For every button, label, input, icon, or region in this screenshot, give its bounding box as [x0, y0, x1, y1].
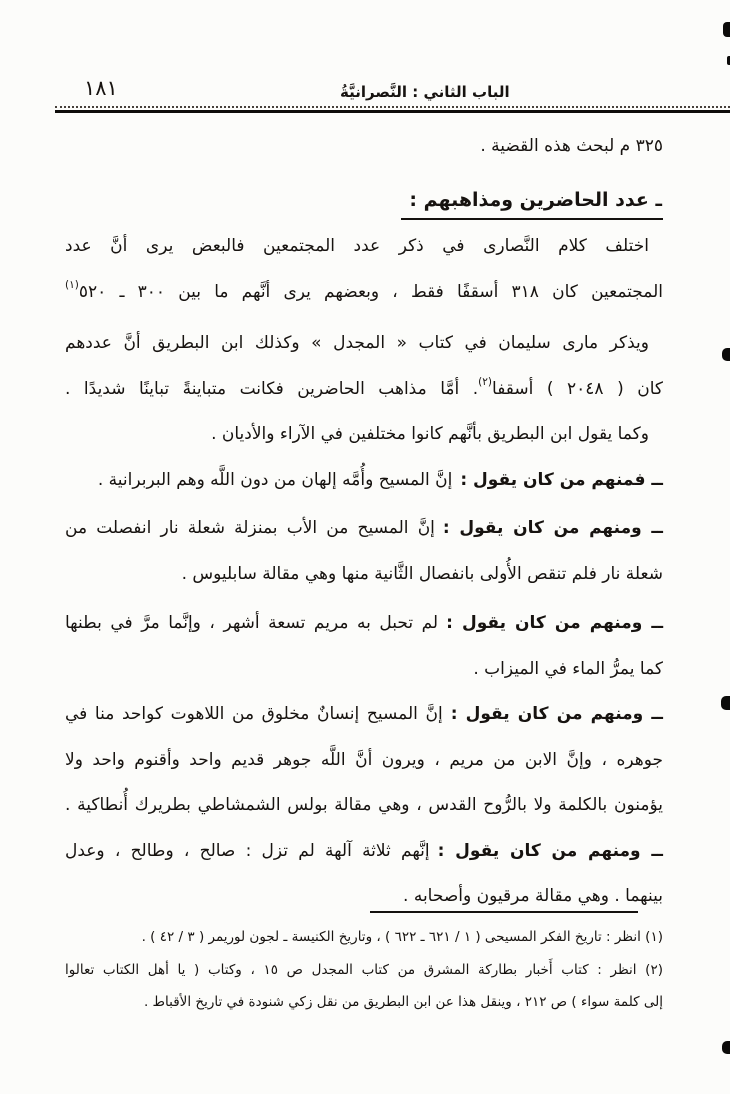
paragraph-line [65, 738, 663, 784]
chapter-title: الباب الثاني : النَّصرانيَّةُ [340, 83, 510, 101]
paragraph-line [65, 270, 663, 316]
footnote-line: إلى كلمة سواء ) ص ٢١٢ ، وينقل هذا عن ابن البطريق من نقل زكي شنودة في تاريخ الأقباط . [143, 994, 663, 1010]
bullet-lead: ــ ومنهم من كان يقول : [450, 704, 663, 724]
line-text: إنَّهم ثلاثة آلهة لم تزل : صالح ، وطالح ، وعدل [65, 840, 430, 861]
paragraph-line [65, 224, 663, 270]
paragraph-line [65, 367, 663, 413]
footnotes-section [65, 911, 663, 1019]
bullet-line [65, 692, 663, 738]
bullet-line [65, 601, 663, 647]
line-text: لم تحبل به مريم تسعة أشهر ، وإنَّما مرَّ في بطنها [65, 613, 439, 633]
bullet-lead: ــ ومنهم من كان يقول : [446, 613, 663, 633]
footnote-marker: (٢) [478, 375, 493, 388]
line-text: كان ( ٢٠٤٨ ) أسقفا [492, 378, 663, 399]
line-text: جوهره ، وإنَّ الابن من مريم ، ويرون أنَّ اللَّه جوهر قديم واحد وأقنوم واحد ولا [65, 749, 663, 770]
line-text: بينهما . وهي مقالة مرقيون وأصحابه . [403, 886, 663, 906]
header-rule [55, 106, 730, 113]
paragraph-line [65, 321, 663, 367]
line-text: يؤمنون بالكلمة ولا بالرُّوح القدس ، وهي مقالة بولس الشمشاطي بطريرك أُنطاكية . [65, 795, 663, 815]
line-text: إنَّ المسيح إنسانٌ مخلوق من اللاهوت كواحد منا في [65, 704, 443, 724]
section-heading: ـ عدد الحاضرين ومذاهبهم : [401, 189, 663, 221]
footnote-line: (٢) انظر : كتاب أَخبار بطاركة المشرق من كتاب المجدل ص ١٥ ، وكتاب ( يا أهل الكتاب تعالوا [65, 961, 663, 978]
line-text: اختلف كلام النَّصارى في ذكر عدد المجتمعين فالبعض يرى أنَّ عدد [65, 236, 649, 256]
line-text: كما يمرُّ الماء في الميزاب . [473, 658, 663, 679]
intro-line: ٣٢٥ م لبحث هذه القضية . [480, 136, 663, 156]
paragraph-line [65, 783, 663, 829]
line-text: شعلة نار فلم تنقص الأُولى بانفصال الثَّانية منها وهي مقالة سابليوس . [181, 563, 663, 584]
paragraph-line [65, 412, 663, 458]
paragraph-line [65, 552, 663, 598]
scan-artifact [722, 348, 730, 361]
footnote-marker: (١) [65, 278, 79, 291]
line-text: ويذكر مارى سليمان في كتاب « المجدل » وكذلك ابن البطريق أنَّ عددهم [65, 333, 649, 353]
bullet-lead: ــ فمنهم من كان يقول : [460, 469, 663, 490]
paragraph-line [65, 647, 663, 693]
line-text: . أمَّا مذاهب الحاضرين فكانت متباينةً تباينًا شديدًا . [65, 378, 479, 399]
scan-artifact [723, 22, 730, 37]
page-number: ١٨١ [84, 76, 118, 100]
scan-artifact [721, 696, 730, 710]
bullet-line [65, 458, 663, 504]
footnote-line: (١) انظر : تاريخ الفكر المسيحى ( ١ / ٦٢١ ـ ٦٢٢ ) ، وتاريخ الكنيسة ـ لجون لوريمر ( ٣ / ٤٢ ) . [141, 929, 663, 945]
header-rule-dotted-line [55, 106, 730, 108]
bullet-line [65, 506, 663, 552]
line-text: إنَّ المسيح من الأب بمنزلة شعلة نار انفصلت من [65, 518, 435, 538]
footnote-divider [370, 911, 638, 913]
line-text: المجتمعين كان ٣١٨ أسقفًا فقط ، وبعضهم يرى أنَّهم ما بين ٣٠٠ ـ ٥٢٠ [78, 281, 663, 302]
header-rule-solid-line [55, 110, 730, 113]
line-text: وكما يقول ابن البطريق بأنَّهم كانوا مختلفين في الآراء والأديان . [211, 424, 649, 444]
body-text [65, 124, 663, 920]
section-heading-row [65, 179, 663, 225]
bullet-line [65, 829, 663, 875]
line-text: إنَّ المسيح وأُمَّه إلهان من دون اللَّه وهم البربرانية . [97, 469, 453, 490]
bullet-lead: ــ ومنهم من كان يقول : [442, 518, 663, 538]
scan-artifact [722, 1041, 730, 1054]
bullet-lead: ــ ومنهم من كان يقول : [437, 840, 663, 861]
